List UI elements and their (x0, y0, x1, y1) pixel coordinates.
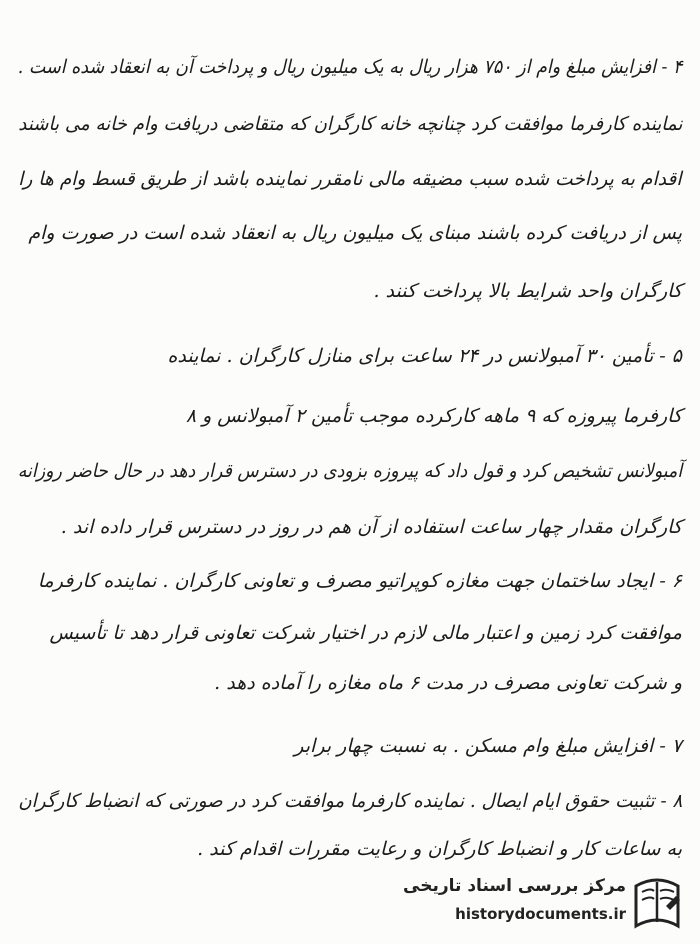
handwritten-line-12: و شرکت تعاونی مصرف در مدت ۶ ماه مغازه را آماده دهد . (214, 672, 682, 694)
watermark-title: مرکز بررسی اسناد تاریخی (403, 876, 626, 896)
handwritten-line-9: کارگران مقدار چهار ساعت استفاده از آن هم در روز در دسترس قرار داده اند . (60, 516, 682, 538)
handwritten-line-13: ۷ - افزایش مبلغ وام مسکن . به نسبت چهار برابر (294, 735, 682, 757)
handwritten-line-1: ۴ - افزایش مبلغ وام از ۷۵۰ هزار ریال به یک میلیون ریال و پرداخت آن به انعقاد شده است . (17, 56, 682, 78)
handwritten-line-2: نماینده کارفرما موافقت کرد چنانچه خانه کارگران که متقاضی دریافت وام خانه می باشند (17, 113, 682, 135)
handwritten-line-5: کارگران واحد شرایط بالا پرداخت کنند . (373, 280, 682, 302)
handwritten-line-4: پس از دریافت کرده باشند مبنای یک میلیون ریال به انعقاد شده است در صورت وام (28, 222, 682, 244)
handwritten-line-14: ۸ - تثبیت حقوق ایام ایصال . نماینده کارفرما موافقت کرد در صورتی که انضباط کارگران (17, 790, 682, 812)
handwritten-line-11: موافقت کرد زمین و اعتبار مالی لازم در اختیار شرکت تعاونی قرار دهد تا تأسیس (49, 622, 682, 644)
handwritten-line-15: به ساعات کار و انضباط کارگران و رعایت مقررات اقدام کند . (197, 838, 682, 860)
book-logo-icon (630, 872, 686, 932)
handwritten-line-6: ۵ - تأمین ۳۰ آمبولانس در ۲۴ ساعت برای منازل کارگران . نماینده (167, 345, 682, 367)
handwritten-line-3: اقدام به پرداخت شده سبب مضیقه مالی نامقرر نماینده باشد از طریق قسط وام ها را (18, 168, 682, 190)
archive-watermark (403, 872, 686, 934)
handwritten-line-8: آمبولانس تشخیص کرد و قول داد که پیروزه بزودی در دسترس قرار دهد در حال حاضر روزانه (17, 460, 682, 482)
handwritten-line-7: کارفرما پیروزه که ۹ ماهه کارکرده موجب تأمین ۲ آمبولانس و ۸ (185, 405, 682, 427)
handwritten-line-10: ۶ - ایجاد ساختمان جهت مغازه کوپراتیو مصرف و تعاونی کارگران . نماینده کارفرما (37, 570, 682, 592)
watermark-url: historydocuments.ir (455, 905, 626, 923)
